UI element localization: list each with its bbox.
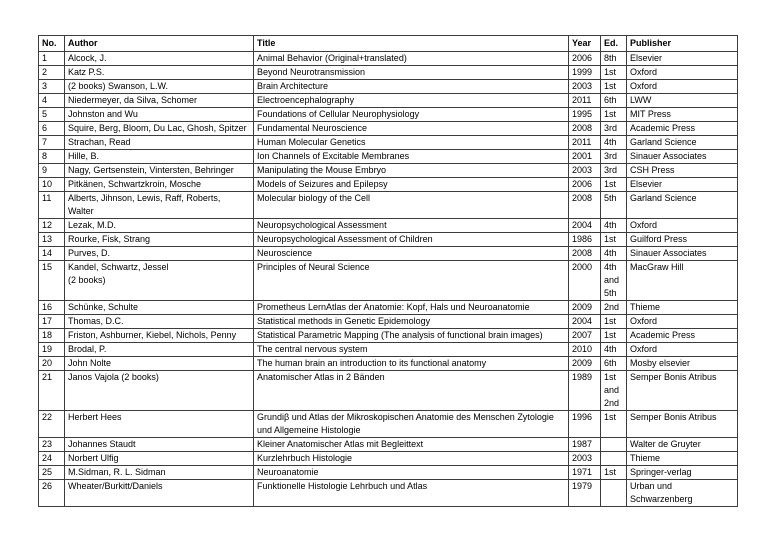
cell-ed: 4th and 5th (601, 261, 627, 301)
cell-title: Manipulating the Mouse Embryo (254, 164, 569, 178)
cell-no: 25 (39, 466, 65, 480)
table-row (39, 94, 738, 108)
cell-publisher: Sinauer Associates (627, 247, 738, 261)
cell-year: 1987 (569, 438, 601, 452)
cell-author: Hille, B. (65, 150, 254, 164)
cell-author: Kandel, Schwartz, Jessel (2 books) (65, 261, 254, 301)
cell-publisher: Thieme (627, 301, 738, 315)
cell-no: 7 (39, 136, 65, 150)
cell-title: The human brain an introduction to its functional anatomy (254, 357, 569, 371)
header-row (39, 36, 738, 52)
cell-year: 1995 (569, 108, 601, 122)
cell-ed: 8th (601, 52, 627, 66)
cell-ed: 1st (601, 178, 627, 192)
cell-year: 1999 (569, 66, 601, 80)
cell-year: 2007 (569, 329, 601, 343)
cell-author: Pitkänen, Schwartzkroin, Mosche (65, 178, 254, 192)
cell-author: Johnston and Wu (65, 108, 254, 122)
cell-author: Strachan, Read (65, 136, 254, 150)
cell-publisher: Oxford (627, 315, 738, 329)
cell-year: 2011 (569, 94, 601, 108)
cell-author: (2 books) Swanson, L.W. (65, 80, 254, 94)
cell-publisher: CSH Press (627, 164, 738, 178)
table-row (39, 66, 738, 80)
cell-no: 12 (39, 219, 65, 233)
cell-title: Prometheus LernAtlas der Anatomie: Kopf, Hals und Neuroanatomie (254, 301, 569, 315)
table-row (39, 466, 738, 480)
header-title: Title (254, 36, 569, 52)
table-row (39, 80, 738, 94)
cell-title: Electroencephalography (254, 94, 569, 108)
cell-year: 1996 (569, 411, 601, 438)
cell-title: The central nervous system (254, 343, 569, 357)
cell-no: 24 (39, 452, 65, 466)
cell-publisher: Oxford (627, 343, 738, 357)
cell-title: Neuropsychological Assessment (254, 219, 569, 233)
cell-author: Lezak, M.D. (65, 219, 254, 233)
header-year: Year (569, 36, 601, 52)
table-row (39, 233, 738, 247)
cell-title: Neuroscience (254, 247, 569, 261)
cell-no: 18 (39, 329, 65, 343)
cell-ed: 4th (601, 219, 627, 233)
cell-no: 2 (39, 66, 65, 80)
table-row (39, 357, 738, 371)
cell-author: Herbert Hees (65, 411, 254, 438)
cell-title: Foundations of Cellular Neurophysiology (254, 108, 569, 122)
cell-title: Models of Seizures and Epilepsy (254, 178, 569, 192)
cell-title: Beyond Neurotransmission (254, 66, 569, 80)
cell-ed: 4th (601, 247, 627, 261)
cell-ed: 1st (601, 315, 627, 329)
cell-ed: 2nd (601, 301, 627, 315)
cell-no: 17 (39, 315, 65, 329)
cell-title: Animal Behavior (Original+translated) (254, 52, 569, 66)
cell-no: 19 (39, 343, 65, 357)
cell-no: 11 (39, 192, 65, 219)
cell-no: 3 (39, 80, 65, 94)
cell-ed: 6th (601, 357, 627, 371)
cell-year: 2001 (569, 150, 601, 164)
cell-publisher: Guilford Press (627, 233, 738, 247)
cell-no: 23 (39, 438, 65, 452)
cell-author: Johannes Staudt (65, 438, 254, 452)
cell-no: 1 (39, 52, 65, 66)
table-row (39, 164, 738, 178)
table-row (39, 452, 738, 466)
cell-ed: 1st and 2nd (601, 371, 627, 411)
cell-author: Janos Vajola (2 books) (65, 371, 254, 411)
cell-year: 2009 (569, 357, 601, 371)
table-row (39, 52, 738, 66)
cell-ed (601, 438, 627, 452)
cell-publisher: Sinauer Associates (627, 150, 738, 164)
cell-year: 2003 (569, 164, 601, 178)
cell-publisher: MacGraw Hill (627, 261, 738, 301)
cell-title: Brain Architecture (254, 80, 569, 94)
cell-year: 2003 (569, 80, 601, 94)
cell-ed: 3rd (601, 164, 627, 178)
cell-author: Squire, Berg, Bloom, Du Lac, Ghosh, Spitzer (65, 122, 254, 136)
cell-title: Human Molecular Genetics (254, 136, 569, 150)
header-no: No. (39, 36, 65, 52)
table-row (39, 192, 738, 219)
cell-publisher: MIT Press (627, 108, 738, 122)
cell-author: Nagy, Gertsenstein, Vintersten, Behringer (65, 164, 254, 178)
cell-publisher: Garland Science (627, 136, 738, 150)
cell-title: Statistical Parametric Mapping (The analysis of functional brain images) (254, 329, 569, 343)
cell-publisher: Garland Science (627, 192, 738, 219)
cell-author: Thomas, D.C. (65, 315, 254, 329)
cell-publisher: Thieme (627, 452, 738, 466)
cell-no: 5 (39, 108, 65, 122)
cell-title: Fundamental Neuroscience (254, 122, 569, 136)
cell-year: 2004 (569, 219, 601, 233)
cell-no: 16 (39, 301, 65, 315)
cell-title: Molecular biology of the Cell (254, 192, 569, 219)
header-author: Author (65, 36, 254, 52)
cell-no: 4 (39, 94, 65, 108)
cell-author: Alberts, Jihnson, Lewis, Raff, Roberts, Walter (65, 192, 254, 219)
cell-title: Anatomischer Atlas in 2 Bänden (254, 371, 569, 411)
cell-title: Principles of Neural Science (254, 261, 569, 301)
cell-no: 14 (39, 247, 65, 261)
cell-year: 2008 (569, 192, 601, 219)
cell-publisher: Elsevier (627, 52, 738, 66)
cell-author: Norbert Ulfig (65, 452, 254, 466)
table-row (39, 178, 738, 192)
cell-publisher: Oxford (627, 219, 738, 233)
cell-year: 1989 (569, 371, 601, 411)
cell-title: Funktionelle Histologie Lehrbuch und Atlas (254, 480, 569, 507)
cell-ed (601, 480, 627, 507)
cell-author: Friston, Ashburner, Kiebel, Nichols, Penny (65, 329, 254, 343)
cell-ed: 1st (601, 233, 627, 247)
table-row (39, 411, 738, 438)
cell-no: 9 (39, 164, 65, 178)
cell-publisher: Oxford (627, 80, 738, 94)
table-row (39, 261, 738, 301)
table-row (39, 480, 738, 507)
cell-ed: 1st (601, 66, 627, 80)
cell-publisher: Semper Bonis Atribus (627, 411, 738, 438)
cell-author: Purves, D. (65, 247, 254, 261)
cell-ed: 5th (601, 192, 627, 219)
cell-year: 2010 (569, 343, 601, 357)
table-row (39, 301, 738, 315)
table-row (39, 315, 738, 329)
cell-ed: 3rd (601, 150, 627, 164)
cell-ed: 4th (601, 136, 627, 150)
cell-no: 8 (39, 150, 65, 164)
cell-year: 1979 (569, 480, 601, 507)
cell-no: 20 (39, 357, 65, 371)
cell-publisher: LWW (627, 94, 738, 108)
cell-ed: 1st (601, 329, 627, 343)
cell-title: Kleiner Anatomischer Atlas mit Begleittext (254, 438, 569, 452)
cell-publisher: Elsevier (627, 178, 738, 192)
cell-title: Ion Channels of Excitable Membranes (254, 150, 569, 164)
cell-no: 22 (39, 411, 65, 438)
cell-publisher: Mosby elsevier (627, 357, 738, 371)
cell-author: Niedermeyer, da Silva, Schomer (65, 94, 254, 108)
cell-author: Alcock, J. (65, 52, 254, 66)
cell-year: 2008 (569, 247, 601, 261)
cell-year: 2006 (569, 178, 601, 192)
table-row (39, 219, 738, 233)
cell-publisher: Springer-verlag (627, 466, 738, 480)
cell-title: Neuropsychological Assessment of Children (254, 233, 569, 247)
header-publisher: Publisher (627, 36, 738, 52)
cell-publisher: Academic Press (627, 122, 738, 136)
cell-title: Neuroanatomie (254, 466, 569, 480)
cell-year: 2003 (569, 452, 601, 466)
table-row (39, 136, 738, 150)
cell-author: Schünke, Schulte (65, 301, 254, 315)
cell-publisher: Semper Bonis Atribus (627, 371, 738, 411)
book-list-table (38, 35, 738, 507)
table-body (39, 52, 738, 507)
cell-ed: 1st (601, 108, 627, 122)
table-row (39, 122, 738, 136)
cell-ed: 1st (601, 466, 627, 480)
cell-year: 1986 (569, 233, 601, 247)
cell-ed (601, 452, 627, 466)
cell-ed: 1st (601, 80, 627, 94)
cell-no: 15 (39, 261, 65, 301)
cell-title: Statistical methods in Genetic Epidemology (254, 315, 569, 329)
table-row (39, 150, 738, 164)
table-row (39, 371, 738, 411)
cell-no: 26 (39, 480, 65, 507)
table-header (39, 36, 738, 52)
table-row (39, 329, 738, 343)
cell-year: 2008 (569, 122, 601, 136)
cell-ed: 3rd (601, 122, 627, 136)
cell-year: 2009 (569, 301, 601, 315)
cell-publisher: Academic Press (627, 329, 738, 343)
cell-no: 10 (39, 178, 65, 192)
cell-publisher: Walter de Gruyter (627, 438, 738, 452)
cell-year: 2011 (569, 136, 601, 150)
cell-author: John Nolte (65, 357, 254, 371)
cell-title: Grundiβ und Atlas der Mikroskopischen Anatomie des Menschen Zytologie und Allgemeine Histologie (254, 411, 569, 438)
cell-ed: 6th (601, 94, 627, 108)
cell-publisher: Urban und Schwarzenberg (627, 480, 738, 507)
cell-author: Wheater/Burkitt/Daniels (65, 480, 254, 507)
cell-no: 6 (39, 122, 65, 136)
cell-author: M.Sidman, R. L. Sidman (65, 466, 254, 480)
table-row (39, 247, 738, 261)
table-row (39, 108, 738, 122)
table-row (39, 343, 738, 357)
cell-author: Rourke, Fisk, Strang (65, 233, 254, 247)
header-ed: Ed. (601, 36, 627, 52)
cell-no: 21 (39, 371, 65, 411)
cell-year: 2004 (569, 315, 601, 329)
cell-year: 2000 (569, 261, 601, 301)
cell-author: Brodal, P. (65, 343, 254, 357)
cell-year: 2006 (569, 52, 601, 66)
table-row (39, 438, 738, 452)
cell-ed: 4th (601, 343, 627, 357)
cell-author: Katz P.S. (65, 66, 254, 80)
cell-year: 1971 (569, 466, 601, 480)
cell-title: Kurzlehrbuch Histologie (254, 452, 569, 466)
cell-ed: 1st (601, 411, 627, 438)
cell-publisher: Oxford (627, 66, 738, 80)
cell-no: 13 (39, 233, 65, 247)
